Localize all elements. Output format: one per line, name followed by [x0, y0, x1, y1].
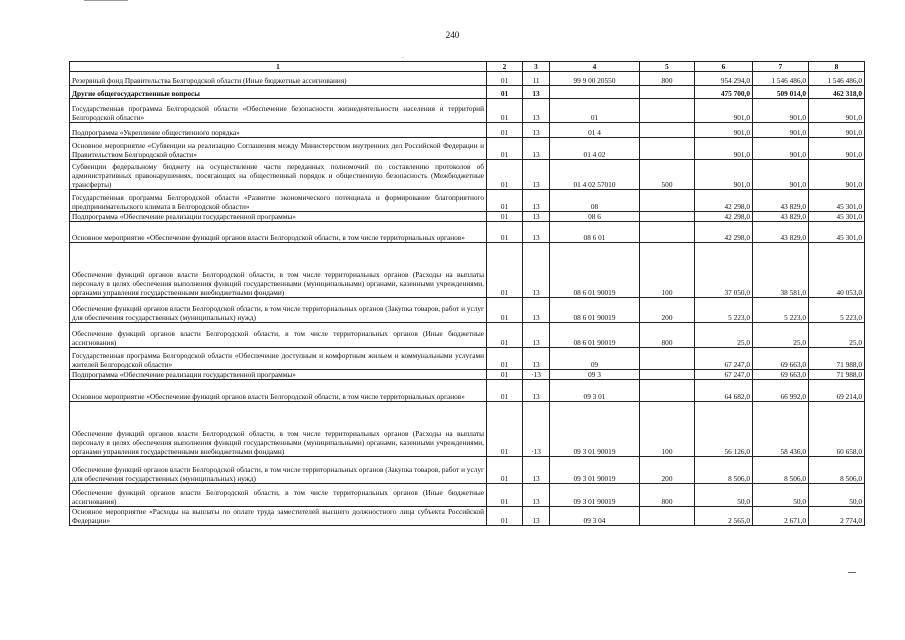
expense-type-cell: 100: [640, 243, 695, 298]
amount-year-2-cell: 901,0: [753, 160, 809, 190]
target-article-cell: 09 3 01: [550, 380, 640, 402]
target-article-cell: 09 3 01 90019: [550, 484, 640, 507]
subsection-code-cell: 13: [523, 484, 550, 507]
subsection-code-cell: 11: [523, 72, 550, 86]
scan-mark: [848, 572, 856, 573]
expense-type-cell: [640, 348, 695, 370]
amount-year-2-cell: 69 663,0: [753, 370, 809, 380]
amount-year-2-cell: 58 436,0: [753, 402, 809, 457]
subsection-code-cell: 13: [523, 160, 550, 190]
amount-year-3-cell: 69 214,0: [809, 380, 865, 402]
row-name-cell: Подпрограмма «Обеспечение реализации государственной программы»: [70, 370, 487, 380]
amount-year-2-cell: 901,0: [753, 99, 809, 123]
amount-year-2-cell: 2 671,0: [753, 507, 809, 526]
row-name-cell: Подпрограмма «Обеспечение реализации государственной программы»: [70, 212, 487, 222]
subsection-code-cell: ·13: [523, 402, 550, 457]
section-code-cell: 01: [487, 99, 523, 123]
amount-year-2-cell: 5 223,0: [753, 298, 809, 323]
row-name-cell: Обеспечение функций органов власти Белгородской области, в том числе территориальных органов (Иные бюджетные ассигнования): [70, 323, 487, 348]
amount-year-1-cell: 67 247,0: [695, 370, 753, 380]
target-article-cell: 09 3: [550, 370, 640, 380]
amount-year-1-cell: 42 298,0: [695, 212, 753, 222]
amount-year-3-cell: 60 658,0: [809, 402, 865, 457]
scan-speck: .: [402, 52, 404, 60]
row-name-cell: Основное мероприятие «Субвенции на реализацию Соглашения между Министерством внутренних дел Российской Федерации и Правительством Белгородской области»: [70, 138, 487, 160]
amount-year-2-cell: 901,0: [753, 123, 809, 138]
table-row: [70, 72, 865, 86]
expense-type-cell: [640, 86, 695, 99]
column-header-row: [70, 62, 865, 72]
amount-year-1-cell: 64 682,0: [695, 380, 753, 402]
expense-type-cell: [640, 212, 695, 222]
amount-year-1-cell: 42 298,0: [695, 190, 753, 212]
row-name-cell: Обеспечение функций органов власти Белгородской области, в том числе территориальных органов (Закупка товаров, работ и услуг для обеспечения государственных (муниципальных) нужд): [70, 298, 487, 323]
amount-year-3-cell: 71 988,0: [809, 348, 865, 370]
target-article-cell: 08 6 01 90019: [550, 298, 640, 323]
target-article-cell: 09 3 01 90019: [550, 457, 640, 484]
budget-table: [69, 61, 865, 526]
section-code-cell: 01: [487, 298, 523, 323]
table-row: [70, 323, 865, 348]
section-code-cell: 01: [487, 86, 523, 99]
target-article-cell: 01 4: [550, 123, 640, 138]
amount-year-1-cell: 67 247,0: [695, 348, 753, 370]
expense-type-cell: [640, 370, 695, 380]
subsection-code-cell: 13: [523, 507, 550, 526]
row-name-cell: Государственная программа Белгородской области «Развитие экономического потенциала и формирование благоприятного предпринимательского климата в Белгородской области»: [70, 190, 487, 212]
expense-type-cell: [640, 99, 695, 123]
amount-year-2-cell: 43 829,0: [753, 212, 809, 222]
target-article-cell: [550, 86, 640, 99]
amount-year-3-cell: 8 506,0: [809, 457, 865, 484]
section-code-cell: 01: [487, 160, 523, 190]
table-row: [70, 457, 865, 484]
target-article-cell: 99 9 00 20550: [550, 72, 640, 86]
subsection-code-cell: 13: [523, 86, 550, 99]
section-code-cell: 01: [487, 190, 523, 212]
column-header: 6: [695, 62, 753, 72]
target-article-cell: 09 3 01 90019: [550, 402, 640, 457]
section-code-cell: 01: [487, 348, 523, 370]
row-name-cell: Подпрограмма «Укрепление общественного порядка»: [70, 123, 487, 138]
section-code-cell: 01: [487, 402, 523, 457]
row-name-cell: Основное мероприятие «Обеспечение функций органов власти Белгородской области, в том числе территориальных органов»: [70, 380, 487, 402]
page-number: 240: [445, 30, 460, 40]
subsection-code-cell: 13: [523, 243, 550, 298]
table-row: [70, 402, 865, 457]
target-article-cell: 01: [550, 99, 640, 123]
amount-year-3-cell: 901,0: [809, 160, 865, 190]
amount-year-2-cell: 38 581,0: [753, 243, 809, 298]
amount-year-1-cell: 954 294,0: [695, 72, 753, 86]
amount-year-1-cell: 37 050,0: [695, 243, 753, 298]
row-name-cell: Другие общегосударственные вопросы: [70, 86, 487, 99]
column-header: 7: [753, 62, 809, 72]
target-article-cell: 08: [550, 190, 640, 212]
amount-year-3-cell: 901,0: [809, 123, 865, 138]
subsection-code-cell: 13: [523, 190, 550, 212]
subsection-code-cell: 13: [523, 222, 550, 243]
amount-year-1-cell: 901,0: [695, 99, 753, 123]
expense-type-cell: 800: [640, 323, 695, 348]
amount-year-1-cell: 901,0: [695, 160, 753, 190]
expense-type-cell: 500: [640, 160, 695, 190]
subsection-code-cell: 13: [523, 138, 550, 160]
target-article-cell: 08 6 01 90019: [550, 323, 640, 348]
expense-type-cell: 100: [640, 402, 695, 457]
amount-year-1-cell: 50,0: [695, 484, 753, 507]
amount-year-3-cell: 45 301,0: [809, 190, 865, 212]
row-name-cell: Основное мероприятие «Обеспечение функций органов власти Белгородской области, в том числе территориальных органов»: [70, 222, 487, 243]
column-header: 5: [640, 62, 695, 72]
expense-type-cell: [640, 190, 695, 212]
target-article-cell: 08 6: [550, 212, 640, 222]
section-code-cell: 01: [487, 138, 523, 160]
target-article-cell: 01 4 02: [550, 138, 640, 160]
amount-year-3-cell: 901,0: [809, 99, 865, 123]
subsection-code-cell: 13: [523, 212, 550, 222]
table-row: [70, 370, 865, 380]
target-article-cell: 09 3 04: [550, 507, 640, 526]
section-code-cell: 01: [487, 507, 523, 526]
row-name-cell: Основное мероприятие «Расходы на выплаты по оплате труда заместителей высшего должностного лица субъекта Российской Федерации»: [70, 507, 487, 526]
row-name-cell: Государственная программа Белгородской области «Обеспечение безопасности жизнедеятельности населения и территорий Белгородской области»: [70, 99, 487, 123]
target-article-cell: 08 6 01: [550, 222, 640, 243]
row-name-cell: Обеспечение функций органов власти Белгородской области, в том числе территориальных органов (Расходы на выплаты персоналу в целях обеспечения выполнения функций государственными (муниципальными) органами, казенными учреждениями, органами управления государственными внебюджетными фондами): [70, 402, 487, 457]
amount-year-2-cell: 69 663,0: [753, 348, 809, 370]
table-row: [70, 298, 865, 323]
amount-year-2-cell: 43 829,0: [753, 190, 809, 212]
section-code-cell: 01: [487, 484, 523, 507]
row-name-cell: Резервный фонд Правительства Белгородской области (Иные бюджетные ассигнования): [70, 72, 487, 86]
table-row: [70, 212, 865, 222]
expense-type-cell: 800: [640, 72, 695, 86]
amount-year-3-cell: 1 546 486,0: [809, 72, 865, 86]
subsection-code-cell: 13: [523, 99, 550, 123]
expense-type-cell: [640, 138, 695, 160]
amount-year-1-cell: 2 565,0: [695, 507, 753, 526]
section-code-cell: 01: [487, 457, 523, 484]
row-name-cell: Обеспечение функций органов власти Белгородской области, в том числе территориальных органов (Закупка товаров, работ и услуг для обеспечения государственных (муниципальных) нужд): [70, 457, 487, 484]
column-header: 1: [70, 62, 487, 72]
column-header: 2: [487, 62, 523, 72]
section-code-cell: 01: [487, 222, 523, 243]
table-row: [70, 190, 865, 212]
expense-type-cell: [640, 123, 695, 138]
expense-type-cell: 200: [640, 298, 695, 323]
amount-year-3-cell: 5 223,0: [809, 298, 865, 323]
table-row: [70, 243, 865, 298]
table-row: [70, 86, 865, 99]
expense-type-cell: 200: [640, 457, 695, 484]
table-row: [70, 99, 865, 123]
amount-year-2-cell: 509 014,0: [753, 86, 809, 99]
section-code-cell: 01: [487, 380, 523, 402]
table-row: [70, 160, 865, 190]
section-code-cell: 01: [487, 212, 523, 222]
expense-type-cell: [640, 380, 695, 402]
row-name-cell: Обеспечение функций органов власти Белгородской области, в том числе территориальных органов (Иные бюджетные ассигнования): [70, 484, 487, 507]
table-row: [70, 138, 865, 160]
expense-type-cell: 800: [640, 484, 695, 507]
row-name-cell: Государственная программа Белгородской области «Обеспечение доступным и комфортным жильем и коммунальными услугами жителей Белгородской области»: [70, 348, 487, 370]
table-row: [70, 484, 865, 507]
amount-year-3-cell: 45 301,0: [809, 222, 865, 243]
expense-type-cell: [640, 222, 695, 243]
amount-year-3-cell: 901,0: [809, 138, 865, 160]
row-name-cell: Субвенции федеральному бюджету на осуществление части переданных полномочий по составлению протоколов об административных правонарушениях, посягающих на общественный порядок и общественную безопасность (Межбюджетные трансферты): [70, 160, 487, 190]
section-code-cell: 01: [487, 243, 523, 298]
amount-year-2-cell: 66 992,0: [753, 380, 809, 402]
table-body: [70, 72, 865, 526]
amount-year-3-cell: 25,0: [809, 323, 865, 348]
subsection-code-cell: 13: [523, 323, 550, 348]
target-article-cell: 01 4 02 57010: [550, 160, 640, 190]
amount-year-1-cell: 901,0: [695, 123, 753, 138]
table-row: [70, 380, 865, 402]
section-code-cell: 01: [487, 123, 523, 138]
amount-year-2-cell: 901,0: [753, 138, 809, 160]
subsection-code-cell: 13: [523, 457, 550, 484]
amount-year-1-cell: 8 506,0: [695, 457, 753, 484]
subsection-code-cell: ·13: [523, 370, 550, 380]
amount-year-3-cell: 462 318,0: [809, 86, 865, 99]
amount-year-1-cell: 901,0: [695, 138, 753, 160]
column-header: 4: [550, 62, 640, 72]
table-row: [70, 123, 865, 138]
section-code-cell: 01: [487, 370, 523, 380]
table-row: [70, 507, 865, 526]
top-margin-mark: [84, 0, 128, 1]
amount-year-1-cell: 56 126,0: [695, 402, 753, 457]
amount-year-2-cell: 8 506,0: [753, 457, 809, 484]
subsection-code-cell: 13: [523, 348, 550, 370]
amount-year-1-cell: 5 223,0: [695, 298, 753, 323]
section-code-cell: 01: [487, 72, 523, 86]
amount-year-3-cell: 71 988,0: [809, 370, 865, 380]
column-header: 8: [809, 62, 865, 72]
row-name-cell: Обеспечение функций органов власти Белгородской области, в том числе территориальных органов (Расходы на выплаты персоналу в целях обеспечения выполнения функций государственными (муниципальными) органами, казенными учреждениями, органами управления государственными внебюджетными фондами): [70, 243, 487, 298]
subsection-code-cell: 13: [523, 298, 550, 323]
amount-year-3-cell: 45 301,0: [809, 212, 865, 222]
amount-year-2-cell: 43 829,0: [753, 222, 809, 243]
subsection-code-cell: 13: [523, 123, 550, 138]
amount-year-2-cell: 1 546 486,0: [753, 72, 809, 86]
section-code-cell: 01: [487, 323, 523, 348]
table-row: [70, 348, 865, 370]
amount-year-1-cell: 475 700,0: [695, 86, 753, 99]
amount-year-1-cell: 42 298,0: [695, 222, 753, 243]
amount-year-3-cell: 40 053,0: [809, 243, 865, 298]
amount-year-1-cell: 25,0: [695, 323, 753, 348]
table-row: [70, 222, 865, 243]
expense-type-cell: [640, 507, 695, 526]
target-article-cell: 09: [550, 348, 640, 370]
target-article-cell: 08 6 01 90019: [550, 243, 640, 298]
amount-year-2-cell: 50,0: [753, 484, 809, 507]
amount-year-3-cell: 2 774,0: [809, 507, 865, 526]
subsection-code-cell: 13: [523, 380, 550, 402]
amount-year-3-cell: 50,0: [809, 484, 865, 507]
amount-year-2-cell: 25,0: [753, 323, 809, 348]
column-header: 3: [523, 62, 550, 72]
